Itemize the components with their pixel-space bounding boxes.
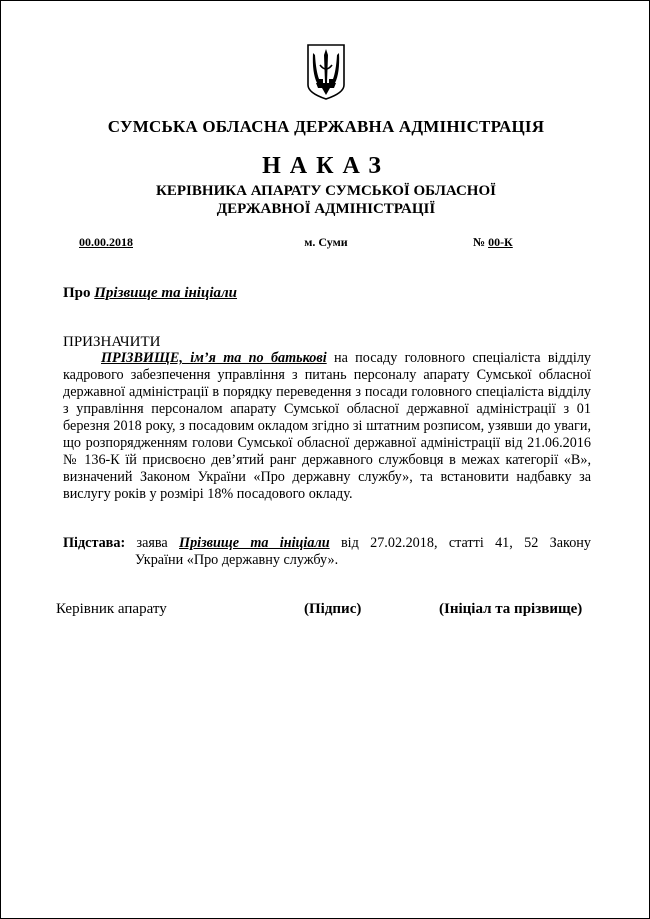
order-number [473, 235, 513, 250]
basis-before-name: заява [125, 535, 180, 551]
subtitle-line-2: ДЕРЖАВНОЇ АДМІНІСТРАЦІЇ [216, 201, 436, 217]
basis-after-name: від 27.02.2018, статті 41, 52 Закону [329, 535, 591, 551]
basis-line-2: України «Про державну службу». [135, 552, 339, 568]
subject-name: Прізвище та ініціали [94, 285, 238, 301]
basis-name: Прізвище та ініціали [179, 535, 330, 551]
basis-label: Підстава: [63, 535, 126, 551]
signature-placeholder: (Підпис) [304, 601, 362, 617]
appoint-verb: ПРИЗНАЧИТИ [63, 334, 161, 350]
initials-placeholder: (Ініціал та прізвище) [439, 601, 583, 617]
order-city: м. Суми [304, 235, 348, 249]
document-type: НАКАЗ [262, 153, 390, 179]
subtitle-line-1: КЕРІВНИКА АПАРАТУ СУМСЬКОЇ ОБЛАСНОЇ [156, 183, 496, 199]
subject-prefix: Про [63, 285, 95, 301]
order-body-text: на посаду головного спеціаліста відділу кадрового забезпечення управління з питань персоналу апарату Сумської обласної державної адміністрації в порядку переведення з посади головного спеціаліста відділу з управління персоналом апарату Сумської обласної державної адміністрації з 01 березня 2018 року, з посадовим окладом згідно зі штатним розписом, узявши до уваги, що розпорядженням голови Сумської обласної державної адміністрації від 21.06.2016 № 136-К їй присвоєно дев’ятий ранг державного службовця в межах категорії «В», визначений Законом України «Про державну службу», та встановити надбавку за вислугу років у розмірі 18% посадового окладу. [63, 350, 592, 502]
appointee-name: ПРІЗВИЩЕ, ім’я та по батькові [101, 350, 327, 366]
order-basis [63, 535, 591, 569]
order-body [63, 350, 591, 503]
tryzub-emblem-icon [306, 43, 346, 101]
order-subject [63, 285, 237, 302]
basis-line-1 [63, 535, 591, 552]
order-number-prefix: № [473, 235, 489, 249]
order-number-value: 00-К [488, 235, 513, 249]
signer-position: Керівник апарату [56, 601, 167, 617]
document-subtitle [1, 182, 650, 218]
order-date: 00.00.2018 [79, 235, 133, 249]
organization-title: СУМСЬКА ОБЛАСНА ДЕРЖАВНА АДМІНІСТРАЦІЯ [107, 117, 545, 136]
